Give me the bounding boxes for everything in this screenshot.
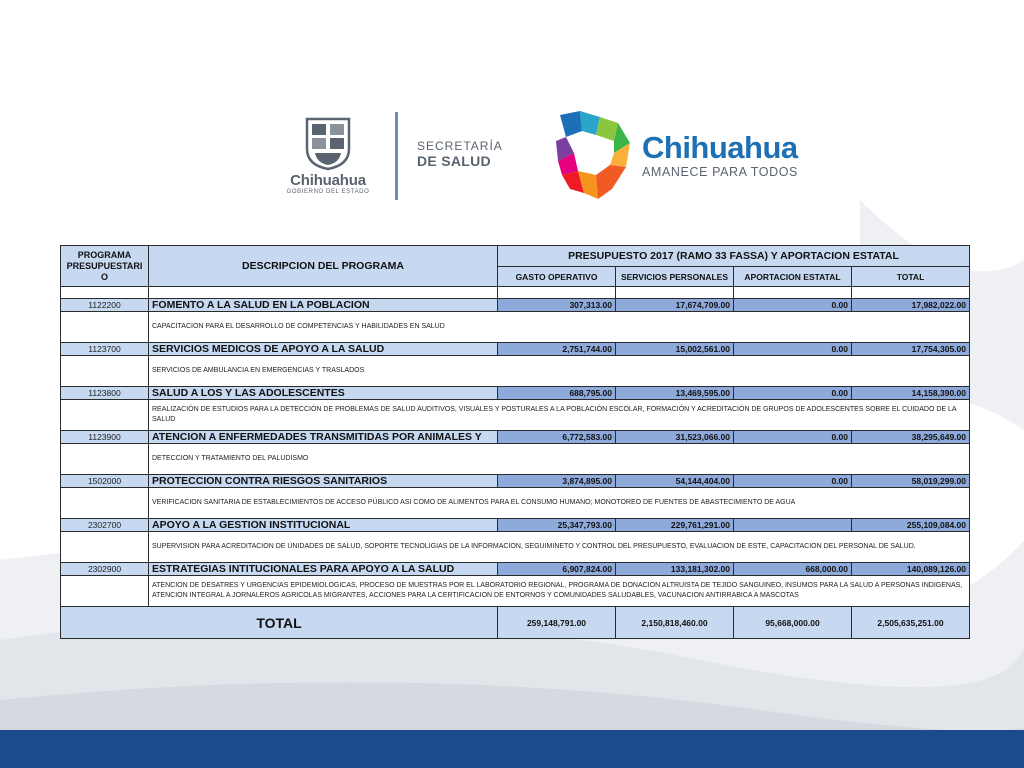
servicios-personales-value: 13,469,595.00 (616, 387, 734, 400)
header-programa: PROGRAMA PRESUPUESTARI O (61, 246, 149, 287)
servicios-personales-value: 31,523,066.00 (616, 431, 734, 444)
program-code: 1502000 (61, 475, 149, 488)
header-aportacion-estatal: APORTACION ESTATAL (734, 267, 852, 287)
brand-tagline: AMANECE PARA TODOS (642, 165, 798, 179)
program-detail-row (61, 576, 970, 607)
total-value: 38,295,649.00 (852, 431, 970, 444)
program-name: SERVICIOS MEDICOS DE APOYO A LA SALUD (149, 343, 498, 356)
program-name: APOYO A LA GESTION INSTITUCIONAL (149, 519, 498, 532)
program-row (61, 475, 970, 488)
table-body (61, 299, 970, 607)
gasto-operativo-value: 6,772,583.00 (498, 431, 616, 444)
spacer-cell (852, 287, 970, 299)
total-value: 14,158,390.00 (852, 387, 970, 400)
aportacion-estatal-value: 0.00 (734, 387, 852, 400)
servicios-personales-value: 229,761,291.00 (616, 519, 734, 532)
program-code: 2302700 (61, 519, 149, 532)
servicios-personales-value: 17,674,709.00 (616, 299, 734, 312)
total-servicios: 2,150,818,460.00 (616, 607, 734, 639)
chihuahua-map-icon (552, 109, 632, 201)
program-detail: CAPACITACION PARA EL DESARROLLO DE COMPETENCIAS Y HABILIDADES EN SALUD (149, 312, 970, 343)
program-detail: DETECCION Y TRATAMIENTO DEL PALUDISMO (149, 444, 970, 475)
program-detail-row (61, 400, 970, 431)
gasto-operativo-value: 2,751,744.00 (498, 343, 616, 356)
program-detail: REALIZACIÓN DE ESTUDIOS PARA LA DETECCIÓN DE PROBLEMAS DE SALUD AUDITIVOS, VISUALES Y POSTURALES A LA POBLACIÓN ESCOLAR, FORMACIÓN Y ACREDITACIÓN DE GRUPOS DE ADOLESCENTES SOBRE EL CUIDADO DE LA SALUD (149, 400, 970, 431)
aportacion-estatal-value: 0.00 (734, 343, 852, 356)
total-gasto: 259,148,791.00 (498, 607, 616, 639)
header-descripcion: DESCRIPCION DEL PROGRAMA (149, 246, 498, 287)
program-row (61, 563, 970, 576)
program-detail-row (61, 356, 970, 387)
servicios-personales-value: 54,144,404.00 (616, 475, 734, 488)
gobierno-logo-subtitle: GOBIERNO DEL ESTADO (286, 189, 370, 195)
secretaria-salud-logo (417, 139, 503, 169)
total-total: 2,505,635,251.00 (852, 607, 970, 639)
program-detail: VERIFICACION SANITARIA DE ESTABLECIMIENTOS DE ACCESO PÚBLICO ASI COMO DE ALIMENTOS PARA EL CONSUMO HUMANO; MONOTOREO DE FUENTES DE ABASTECIMIENTO DE AGUA (149, 488, 970, 519)
logo-divider (395, 112, 398, 200)
servicios-personales-value: 15,002,561.00 (616, 343, 734, 356)
total-value: 255,109,084.00 (852, 519, 970, 532)
program-name: ATENCION A ENFERMEDADES TRANSMITIDAS POR ANIMALES Y (149, 431, 498, 444)
program-detail-row (61, 444, 970, 475)
detail-spacer-cell (61, 356, 149, 387)
program-code: 1122200 (61, 299, 149, 312)
total-value: 140,089,126.00 (852, 563, 970, 576)
program-row (61, 299, 970, 312)
detail-spacer-cell (61, 400, 149, 431)
program-name: SALUD A LOS Y LAS ADOLESCENTES (149, 387, 498, 400)
gasto-operativo-value: 3,874,895.00 (498, 475, 616, 488)
program-detail-row (61, 488, 970, 519)
spacer-cell (61, 287, 149, 299)
detail-spacer-cell (61, 488, 149, 519)
secretaria-line2: DE SALUD (417, 153, 491, 169)
header-servicios-personales: SERVICIOS PERSONALES (616, 267, 734, 287)
chihuahua-brand (642, 132, 798, 179)
gasto-operativo-value: 6,907,824.00 (498, 563, 616, 576)
header-total: TOTAL (852, 267, 970, 287)
total-label: TOTAL (61, 607, 498, 639)
program-name: PROTECCION CONTRA RIESGOS SANITARIOS (149, 475, 498, 488)
gasto-operativo-value: 688,795.00 (498, 387, 616, 400)
program-detail-row (61, 532, 970, 563)
brand-name: Chihuahua (642, 130, 798, 165)
footer-bar (0, 730, 1024, 768)
aportacion-estatal-value: 0.00 (734, 475, 852, 488)
program-code: 1123700 (61, 343, 149, 356)
header-presupuesto: PRESUPUESTO 2017 (RAMO 33 FASSA) Y APORTACION ESTATAL (498, 246, 970, 267)
program-row (61, 343, 970, 356)
program-row (61, 519, 970, 532)
gobierno-logo (282, 115, 374, 200)
spacer-cell (734, 287, 852, 299)
gasto-operativo-value: 25,347,793.00 (498, 519, 616, 532)
program-detail: ATENCION DE DESATRES Y URGENCIAS EPIDEMIOLOGICAS, PROCESO DE MUESTRAS POR EL LABORATORIO REGIONAL, PROGRAMA DE DONACION ALTRUISTA DE TEJIDO SANGUINEO, INSUMOS PARA LA SALUD A PERSONAS INDIGENAS, ATENCION INTEGRAL A JORNALEROS AGRICOLAS MIGRANTES, ACCIONES PARA LA CERTIFICACION DE ENTORNOS Y COMUNIDADES SALUDABLES, VACUNACION ANTIRRABICA A MASCOTAS (149, 576, 970, 607)
secretaria-line1: SECRETARÍA (417, 139, 503, 153)
detail-spacer-cell (61, 576, 149, 607)
detail-spacer-cell (61, 444, 149, 475)
total-value: 58,019,299.00 (852, 475, 970, 488)
program-detail-row (61, 312, 970, 343)
program-row (61, 387, 970, 400)
gasto-operativo-value: 307,313.00 (498, 299, 616, 312)
gobierno-logo-name: Chihuahua (290, 172, 366, 189)
spacer-cell (498, 287, 616, 299)
coat-of-arms-icon (303, 115, 353, 171)
program-name: FOMENTO A LA SALUD EN LA POBLACION (149, 299, 498, 312)
aportacion-estatal-value (734, 519, 852, 532)
program-detail: SERVICIOS DE AMBULANCIA EN EMERGENCIAS Y TRASLADOS (149, 356, 970, 387)
spacer-cell (149, 287, 498, 299)
aportacion-estatal-value: 668,000.00 (734, 563, 852, 576)
servicios-personales-value: 133,181,302.00 (616, 563, 734, 576)
detail-spacer-cell (61, 312, 149, 343)
program-code: 2302900 (61, 563, 149, 576)
program-detail: SUPERVISION PARA ACREDITACION DE UNIDADES DE SALUD, SOPORTE TECNOLIGIAS DE LA INFORMACION, SEGUIMINETO Y CONTROL DEL PRESUPUESTO, EVALUACION DE ESTE, CAPACITACION DEL PERSONAL DE SALUD. (149, 532, 970, 563)
spacer-cell (616, 287, 734, 299)
program-row (61, 431, 970, 444)
aportacion-estatal-value: 0.00 (734, 431, 852, 444)
program-name: ESTRATEGIAS INTITUCIONALES PARA APOYO A LA SALUD (149, 563, 498, 576)
budget-table (60, 245, 970, 639)
total-value: 17,754,305.00 (852, 343, 970, 356)
aportacion-estatal-value: 0.00 (734, 299, 852, 312)
detail-spacer-cell (61, 532, 149, 563)
program-code: 1123800 (61, 387, 149, 400)
program-code: 1123900 (61, 431, 149, 444)
total-aportacion: 95,668,000.00 (734, 607, 852, 639)
total-value: 17,982,022.00 (852, 299, 970, 312)
header-gasto-operativo: GASTO OPERATIVO (498, 267, 616, 287)
